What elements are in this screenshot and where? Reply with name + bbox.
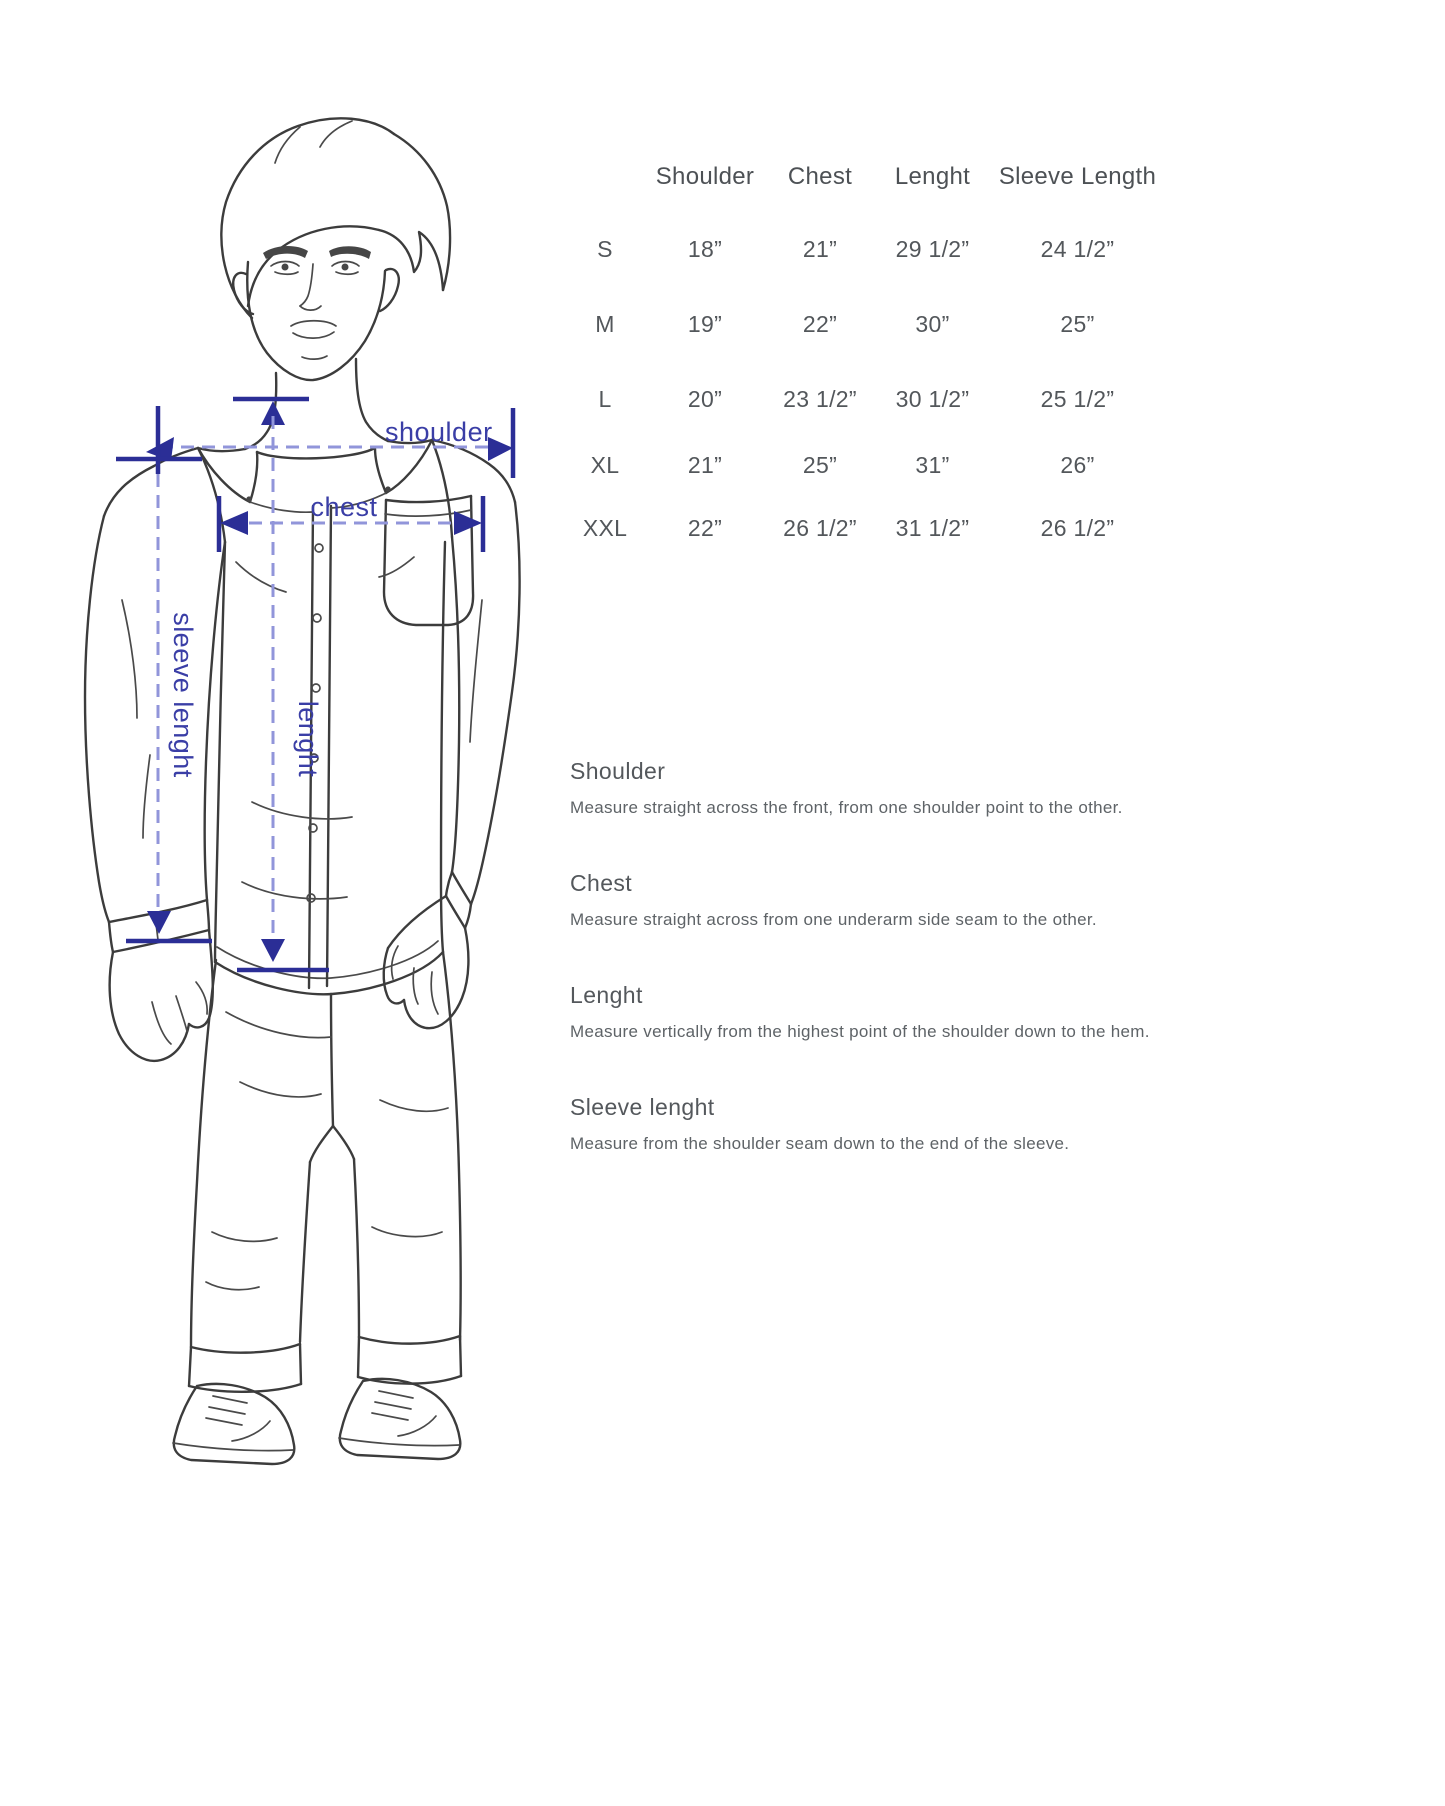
header-sleeve-length: Sleeve Length [998,163,1157,190]
cell-length: 30 1/2” [895,385,970,412]
table-row-xl [565,434,1165,497]
cell-sleeve-length: 26 1/2” [1040,515,1115,541]
cell-chest: 21” [802,235,838,262]
shoulder-measure-label: shoulder [385,417,493,447]
guide-section-length [570,982,1250,1042]
cell-sleeve-length: 26” [1060,452,1095,478]
header-chest: Chest [787,163,853,190]
cell-size: S [597,235,613,262]
guide-section-description: Measure vertically from the highest point of the shoulder down to the hem. [570,1022,1150,1041]
table-header-row [565,140,1165,214]
cell-shoulder: 21” [687,452,723,478]
cell-sleeve-length: 24 1/2” [1040,235,1115,262]
guide-section-chest [570,870,1250,930]
header-length: Lenght [894,163,971,190]
arrow-right-icon [454,511,482,535]
cell-length: 29 1/2” [895,235,970,262]
guide-section-description: Measure straight across the front, from one shoulder point to the other. [570,798,1123,817]
cell-size: L [598,385,612,412]
arrow-down-icon [261,939,285,962]
cell-sleeve-length: 25 1/2” [1040,385,1115,412]
guide-section-description: Measure straight across from one underarm side seam to the other. [570,910,1097,929]
arrow-down-icon [147,911,171,934]
cell-length: 31” [915,452,950,478]
cell-size: XL [590,452,620,478]
guide-section-title: Shoulder [570,758,666,784]
sleeve-length-measure-label: sleeve lenght [168,612,198,778]
table-row-m [565,284,1165,364]
guide-section-sleeve-length [570,1094,1250,1154]
measurement-guide [570,758,1250,1206]
face [233,246,399,380]
cell-chest: 26 1/2” [783,515,857,541]
jeans [189,952,461,1392]
guide-section-title: Lenght [570,982,643,1008]
cell-shoulder: 18” [687,235,723,262]
table-row-l [565,364,1165,434]
cell-shoulder: 19” [687,310,723,337]
sleeve-length-measurement [126,474,212,941]
guide-section-shoulder [570,758,1250,818]
hair [221,118,450,318]
guide-section-title: Chest [570,870,633,896]
cell-length: 31 1/2” [895,515,970,541]
size-table [565,140,1165,560]
cell-chest: 22” [802,310,838,337]
cell-length: 30” [915,310,950,337]
chest-measure-label: chest [310,492,378,522]
cell-size: XXL [582,515,628,541]
cell-shoulder: 20” [687,385,723,412]
header-shoulder: Shoulder [655,163,755,190]
table-row-s [565,214,1165,284]
table-row-xxl [565,497,1165,560]
cell-sleeve-length: 25” [1060,310,1095,337]
length-measure-label: lenght [293,700,323,778]
neck [245,359,388,449]
cell-size: M [595,310,615,337]
guide-section-description: Measure from the shoulder seam down to the end of the sleeve. [570,1134,1070,1153]
cell-chest: 25” [802,452,838,478]
man-line-drawing [85,118,520,1464]
guide-section-title: Sleeve lenght [570,1094,715,1120]
cell-shoulder: 22” [687,515,723,541]
shoulder-measurement [116,406,513,478]
cell-chest: 23 1/2” [783,385,857,412]
